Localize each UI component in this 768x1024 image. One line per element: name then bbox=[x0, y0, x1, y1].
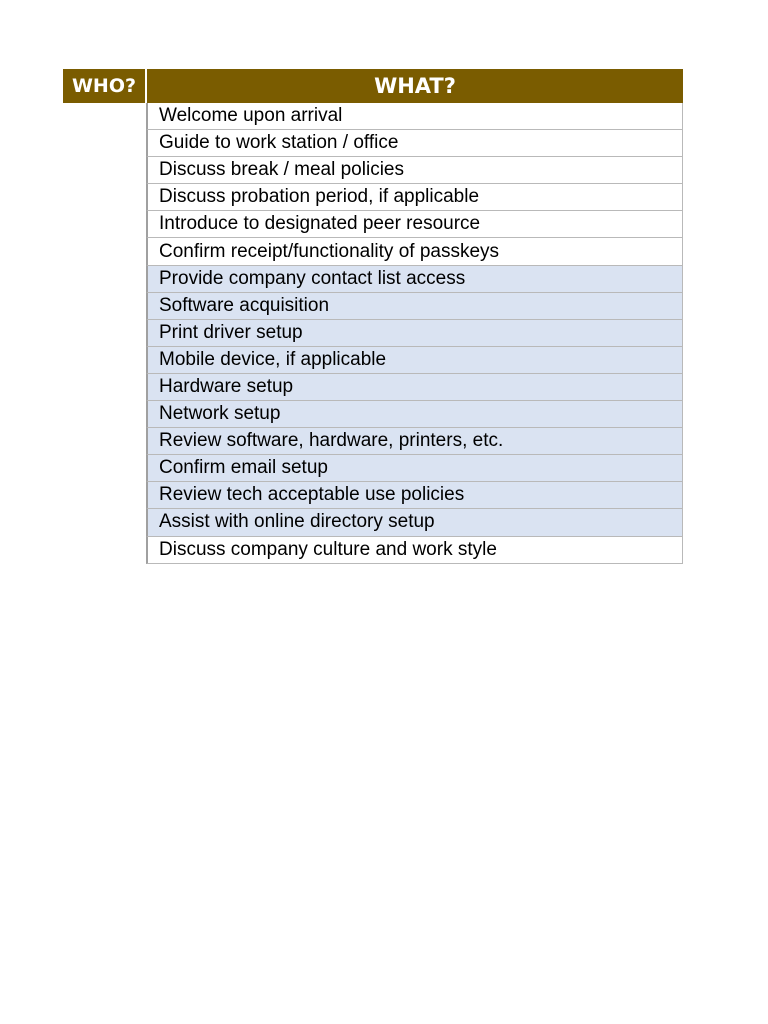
table-row: Welcome upon arrival bbox=[146, 103, 683, 130]
table-row: Discuss probation period, if applicable bbox=[146, 184, 683, 211]
task-list bbox=[146, 103, 683, 564]
table-row: Print driver setup bbox=[146, 320, 683, 347]
table-row: Mobile device, if applicable bbox=[146, 347, 683, 374]
table-row: Discuss break / meal policies bbox=[146, 157, 683, 184]
who-column-header: WHO? bbox=[63, 69, 145, 103]
table-row: Software acquisition bbox=[146, 293, 683, 320]
what-column-header: WHAT? bbox=[147, 69, 683, 103]
table-row: Confirm receipt/functionality of passkeys bbox=[146, 238, 683, 265]
table-row: Introduce to designated peer resource bbox=[146, 211, 683, 238]
table-row: Assist with online directory setup bbox=[146, 509, 683, 536]
table-row: Guide to work station / office bbox=[146, 130, 683, 157]
table-row: Review tech acceptable use policies bbox=[146, 482, 683, 509]
table-row: Review software, hardware, printers, etc. bbox=[146, 428, 683, 455]
table-row: Provide company contact list access bbox=[146, 266, 683, 293]
table-row: Hardware setup bbox=[146, 374, 683, 401]
table-row: Discuss company culture and work style bbox=[146, 537, 683, 564]
table-row: Confirm email setup bbox=[146, 455, 683, 482]
table-header bbox=[63, 69, 683, 103]
checklist-table bbox=[63, 69, 683, 560]
table-row: Network setup bbox=[146, 401, 683, 428]
